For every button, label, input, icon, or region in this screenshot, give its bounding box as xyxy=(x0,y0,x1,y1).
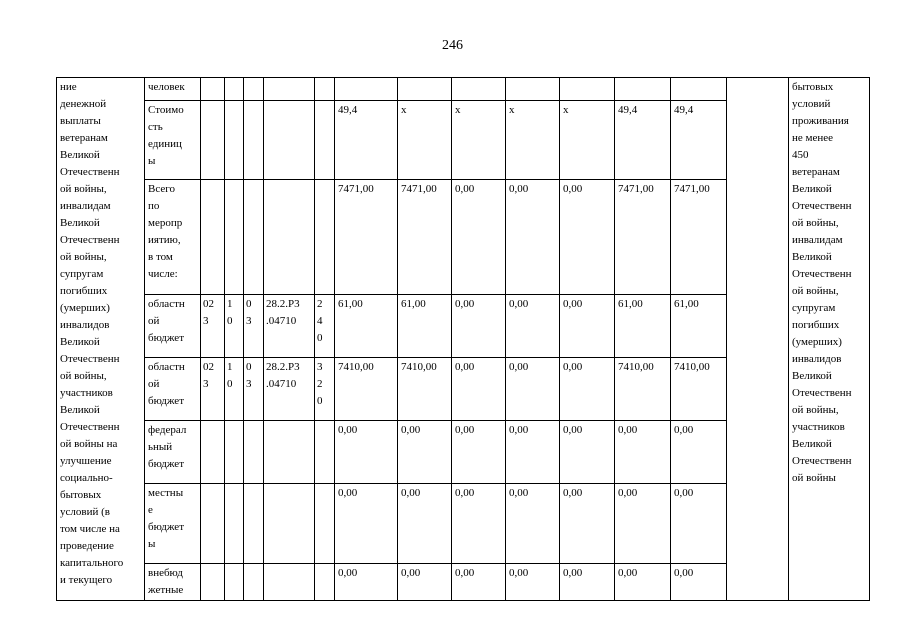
value-cell xyxy=(335,78,398,101)
code-cell xyxy=(201,564,225,601)
code-cell: 0 3 xyxy=(244,358,264,421)
code-cell xyxy=(315,484,335,564)
value-cell: 0,00 xyxy=(398,484,452,564)
value-cell: 0,00 xyxy=(560,295,615,358)
value-cell: 0,00 xyxy=(452,295,506,358)
value-cell: 0,00 xyxy=(506,358,560,421)
code-cell xyxy=(244,564,264,601)
value-cell: 0,00 xyxy=(452,180,506,295)
code-cell xyxy=(201,101,225,180)
value-cell: 0,00 xyxy=(506,421,560,484)
value-cell: 61,00 xyxy=(335,295,398,358)
value-cell: 0,00 xyxy=(560,421,615,484)
value-cell: 61,00 xyxy=(615,295,671,358)
code-cell xyxy=(201,484,225,564)
indicator-label-cell: областн ой бюджет xyxy=(145,295,201,358)
value-cell: 0,00 xyxy=(335,421,398,484)
code-cell xyxy=(244,484,264,564)
value-cell: 0,00 xyxy=(452,358,506,421)
code-cell: 02 3 xyxy=(201,295,225,358)
code-cell xyxy=(225,180,244,295)
indicator-label-cell: областн ой бюджет xyxy=(145,358,201,421)
code-cell xyxy=(315,564,335,601)
value-cell: х xyxy=(452,101,506,180)
value-cell: 0,00 xyxy=(452,484,506,564)
value-cell xyxy=(615,78,671,101)
value-cell: 7471,00 xyxy=(615,180,671,295)
indicator-label-cell: человек xyxy=(145,78,201,101)
value-cell: 7471,00 xyxy=(671,180,727,295)
indicator-label-cell: Всего по меропр иятию, в том числе: xyxy=(145,180,201,295)
code-cell xyxy=(264,421,315,484)
value-cell: 0,00 xyxy=(506,564,560,601)
value-cell xyxy=(452,78,506,101)
code-cell xyxy=(264,180,315,295)
value-cell xyxy=(506,78,560,101)
indicator-label-cell: федерал ьный бюджет xyxy=(145,421,201,484)
code-cell: 3 2 0 xyxy=(315,358,335,421)
expected-result-cell: бытовых условий проживания не менее 450 ветеранам Великой Отечественн ой войны, инвалидам Великой Отечественн ой войны, супругам погибших (умерших) инвалидов Великой Отечественн ой войны, участников Великой Отечественн ой войны xyxy=(789,78,870,601)
value-cell: 49,4 xyxy=(335,101,398,180)
value-cell xyxy=(560,78,615,101)
value-cell xyxy=(671,78,727,101)
code-cell xyxy=(225,101,244,180)
code-cell: 1 0 xyxy=(225,295,244,358)
code-cell: 1 0 xyxy=(225,358,244,421)
budget-table xyxy=(56,77,870,601)
code-cell xyxy=(201,78,225,101)
value-cell: 61,00 xyxy=(398,295,452,358)
value-cell: 61,00 xyxy=(671,295,727,358)
value-cell: 0,00 xyxy=(398,564,452,601)
value-cell: 7410,00 xyxy=(615,358,671,421)
code-cell xyxy=(244,180,264,295)
value-cell: 49,4 xyxy=(615,101,671,180)
value-cell: 7471,00 xyxy=(335,180,398,295)
value-cell: 0,00 xyxy=(615,421,671,484)
value-cell: 0,00 xyxy=(335,564,398,601)
code-cell xyxy=(315,180,335,295)
value-cell: 0,00 xyxy=(671,564,727,601)
code-cell xyxy=(315,78,335,101)
code-cell xyxy=(225,484,244,564)
indicator-label-cell: внебюд жетные xyxy=(145,564,201,601)
value-cell: 0,00 xyxy=(615,564,671,601)
value-cell: 0,00 xyxy=(506,180,560,295)
empty-cell xyxy=(727,78,789,601)
value-cell: 0,00 xyxy=(560,180,615,295)
value-cell: 7410,00 xyxy=(335,358,398,421)
value-cell: 0,00 xyxy=(560,358,615,421)
value-cell: 0,00 xyxy=(560,564,615,601)
code-cell xyxy=(315,421,335,484)
value-cell: 0,00 xyxy=(335,484,398,564)
code-cell xyxy=(264,78,315,101)
code-cell xyxy=(244,421,264,484)
value-cell: х xyxy=(560,101,615,180)
value-cell: 0,00 xyxy=(560,484,615,564)
value-cell xyxy=(398,78,452,101)
code-cell xyxy=(244,101,264,180)
code-cell xyxy=(244,78,264,101)
code-cell xyxy=(225,421,244,484)
code-cell xyxy=(264,564,315,601)
indicator-label-cell: местны е бюджет ы xyxy=(145,484,201,564)
value-cell: 0,00 xyxy=(452,421,506,484)
code-cell xyxy=(225,564,244,601)
code-cell xyxy=(315,101,335,180)
code-cell: 02 3 xyxy=(201,358,225,421)
table-body xyxy=(57,78,870,601)
value-cell: 0,00 xyxy=(398,421,452,484)
code-cell: 28.2.Р3 .04710 xyxy=(264,358,315,421)
value-cell: х xyxy=(506,101,560,180)
value-cell: 49,4 xyxy=(671,101,727,180)
value-cell: 0,00 xyxy=(671,484,727,564)
code-cell xyxy=(201,421,225,484)
table-row xyxy=(57,78,870,101)
measure-description-cell: ние денежной выплаты ветеранам Великой Отечественн ой войны, инвалидам Великой Отечественн ой войны, супругам погибших (умерших) инвалидов Великой Отечественн ой войны, участников Великой Отечественн ой войны на улучшение социально- бытовых условий (в том числе на проведение капитального и текущего xyxy=(57,78,145,601)
value-cell: 0,00 xyxy=(506,484,560,564)
code-cell: 28.2.Р3 .04710 xyxy=(264,295,315,358)
code-cell xyxy=(225,78,244,101)
value-cell: 7410,00 xyxy=(398,358,452,421)
code-cell xyxy=(201,180,225,295)
value-cell: х xyxy=(398,101,452,180)
code-cell xyxy=(264,484,315,564)
value-cell: 7471,00 xyxy=(398,180,452,295)
value-cell: 7410,00 xyxy=(671,358,727,421)
indicator-label-cell: Стоимо сть единиц ы xyxy=(145,101,201,180)
page-number: 246 xyxy=(442,38,463,53)
value-cell: 0,00 xyxy=(615,484,671,564)
value-cell: 0,00 xyxy=(452,564,506,601)
value-cell: 0,00 xyxy=(506,295,560,358)
value-cell: 0,00 xyxy=(671,421,727,484)
code-cell: 0 3 xyxy=(244,295,264,358)
code-cell: 2 4 0 xyxy=(315,295,335,358)
code-cell xyxy=(264,101,315,180)
